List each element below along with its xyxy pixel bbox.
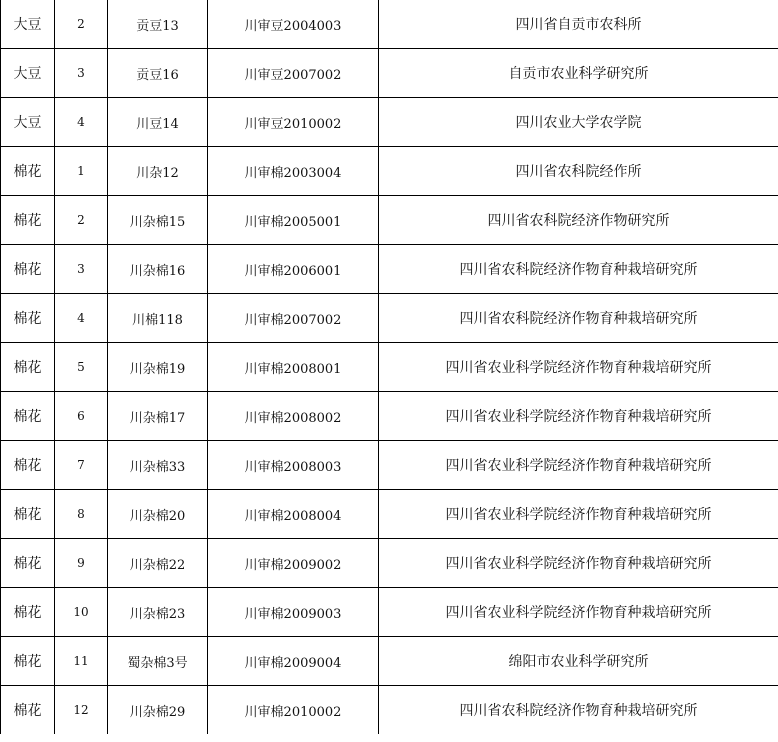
breeding-unit-cell: 四川省农业科学院经济作物育种栽培研究所 xyxy=(379,441,778,490)
approval-code-cell: 川审棉2009004 xyxy=(208,637,379,686)
variety-name-cell: 贡豆13 xyxy=(108,0,208,49)
serial-number-cell: 3 xyxy=(55,49,108,98)
serial-number-cell: 4 xyxy=(55,294,108,343)
approval-code-cell: 川审棉2003004 xyxy=(208,147,379,196)
approval-code-cell: 川审豆2010002 xyxy=(208,98,379,147)
serial-number-cell: 8 xyxy=(55,490,108,539)
variety-name-cell: 川杂棉19 xyxy=(108,343,208,392)
serial-number-cell: 6 xyxy=(55,392,108,441)
breeding-unit-cell: 四川省农业科学院经济作物育种栽培研究所 xyxy=(379,392,778,441)
table-row xyxy=(1,539,778,588)
crop-cell: 棉花 xyxy=(1,490,55,539)
table-row xyxy=(1,441,778,490)
crop-cell: 大豆 xyxy=(1,0,55,49)
approval-code-cell: 川审棉2008002 xyxy=(208,392,379,441)
breeding-unit-cell: 四川省农业科学院经济作物育种栽培研究所 xyxy=(379,539,778,588)
table-row xyxy=(1,245,778,294)
crop-cell: 棉花 xyxy=(1,147,55,196)
approval-code-cell: 川审棉2007002 xyxy=(208,294,379,343)
approval-code-cell: 川审棉2006001 xyxy=(208,245,379,294)
table-row xyxy=(1,588,778,637)
table-row xyxy=(1,196,778,245)
table-body xyxy=(1,0,778,734)
crop-cell: 棉花 xyxy=(1,539,55,588)
crop-cell: 棉花 xyxy=(1,196,55,245)
crop-cell: 棉花 xyxy=(1,637,55,686)
variety-name-cell: 川杂棉16 xyxy=(108,245,208,294)
serial-number-cell: 11 xyxy=(55,637,108,686)
approval-code-cell: 川审豆2007002 xyxy=(208,49,379,98)
serial-number-cell: 5 xyxy=(55,343,108,392)
crop-cell: 棉花 xyxy=(1,441,55,490)
crop-cell: 棉花 xyxy=(1,343,55,392)
variety-name-cell: 川棉118 xyxy=(108,294,208,343)
variety-name-cell: 川杂棉23 xyxy=(108,588,208,637)
variety-name-cell: 川杂棉33 xyxy=(108,441,208,490)
approval-code-cell: 川审棉2008004 xyxy=(208,490,379,539)
table-row xyxy=(1,490,778,539)
table-row xyxy=(1,98,778,147)
crop-cell: 棉花 xyxy=(1,588,55,637)
approval-code-cell: 川审棉2009003 xyxy=(208,588,379,637)
breeding-unit-cell: 四川省农业科学院经济作物育种栽培研究所 xyxy=(379,490,778,539)
breeding-unit-cell: 四川省农科院经济作物育种栽培研究所 xyxy=(379,294,778,343)
serial-number-cell: 4 xyxy=(55,98,108,147)
variety-name-cell: 川杂棉29 xyxy=(108,686,208,735)
breeding-unit-cell: 自贡市农业科学研究所 xyxy=(379,49,778,98)
breeding-unit-cell: 四川省农业科学院经济作物育种栽培研究所 xyxy=(379,588,778,637)
variety-name-cell: 川杂棉22 xyxy=(108,539,208,588)
breeding-unit-cell: 四川省自贡市农科所 xyxy=(379,0,778,49)
crop-cell: 大豆 xyxy=(1,98,55,147)
serial-number-cell: 1 xyxy=(55,147,108,196)
table-row xyxy=(1,637,778,686)
serial-number-cell: 2 xyxy=(55,0,108,49)
crop-cell: 棉花 xyxy=(1,294,55,343)
variety-name-cell: 川豆14 xyxy=(108,98,208,147)
table-row xyxy=(1,686,778,735)
approval-code-cell: 川审棉2009002 xyxy=(208,539,379,588)
serial-number-cell: 3 xyxy=(55,245,108,294)
serial-number-cell: 7 xyxy=(55,441,108,490)
serial-number-cell: 12 xyxy=(55,686,108,735)
breeding-unit-cell: 四川省农科院经济作物育种栽培研究所 xyxy=(379,686,778,735)
crop-cell: 棉花 xyxy=(1,245,55,294)
table-row xyxy=(1,0,778,49)
crop-cell: 棉花 xyxy=(1,392,55,441)
table-row xyxy=(1,392,778,441)
variety-name-cell: 川杂棉15 xyxy=(108,196,208,245)
breeding-unit-cell: 绵阳市农业科学研究所 xyxy=(379,637,778,686)
table-row xyxy=(1,49,778,98)
variety-name-cell: 川杂12 xyxy=(108,147,208,196)
breeding-unit-cell: 四川省农科院经作所 xyxy=(379,147,778,196)
approval-code-cell: 川审棉2008001 xyxy=(208,343,379,392)
table-row xyxy=(1,343,778,392)
breeding-unit-cell: 四川省农科院经济作物研究所 xyxy=(379,196,778,245)
table-row xyxy=(1,147,778,196)
serial-number-cell: 10 xyxy=(55,588,108,637)
table-row xyxy=(1,294,778,343)
approval-code-cell: 川审棉2005001 xyxy=(208,196,379,245)
serial-number-cell: 9 xyxy=(55,539,108,588)
variety-name-cell: 川杂棉17 xyxy=(108,392,208,441)
variety-name-cell: 蜀杂棉3号 xyxy=(108,637,208,686)
approval-code-cell: 川审棉2008003 xyxy=(208,441,379,490)
approval-code-cell: 川审棉2010002 xyxy=(208,686,379,735)
crop-cell: 棉花 xyxy=(1,686,55,735)
variety-name-cell: 贡豆16 xyxy=(108,49,208,98)
variety-name-cell: 川杂棉20 xyxy=(108,490,208,539)
crop-cell: 大豆 xyxy=(1,49,55,98)
breeding-unit-cell: 四川省农科院经济作物育种栽培研究所 xyxy=(379,245,778,294)
serial-number-cell: 2 xyxy=(55,196,108,245)
breeding-unit-cell: 四川农业大学农学院 xyxy=(379,98,778,147)
approval-code-cell: 川审豆2004003 xyxy=(208,0,379,49)
breeding-unit-cell: 四川省农业科学院经济作物育种栽培研究所 xyxy=(379,343,778,392)
